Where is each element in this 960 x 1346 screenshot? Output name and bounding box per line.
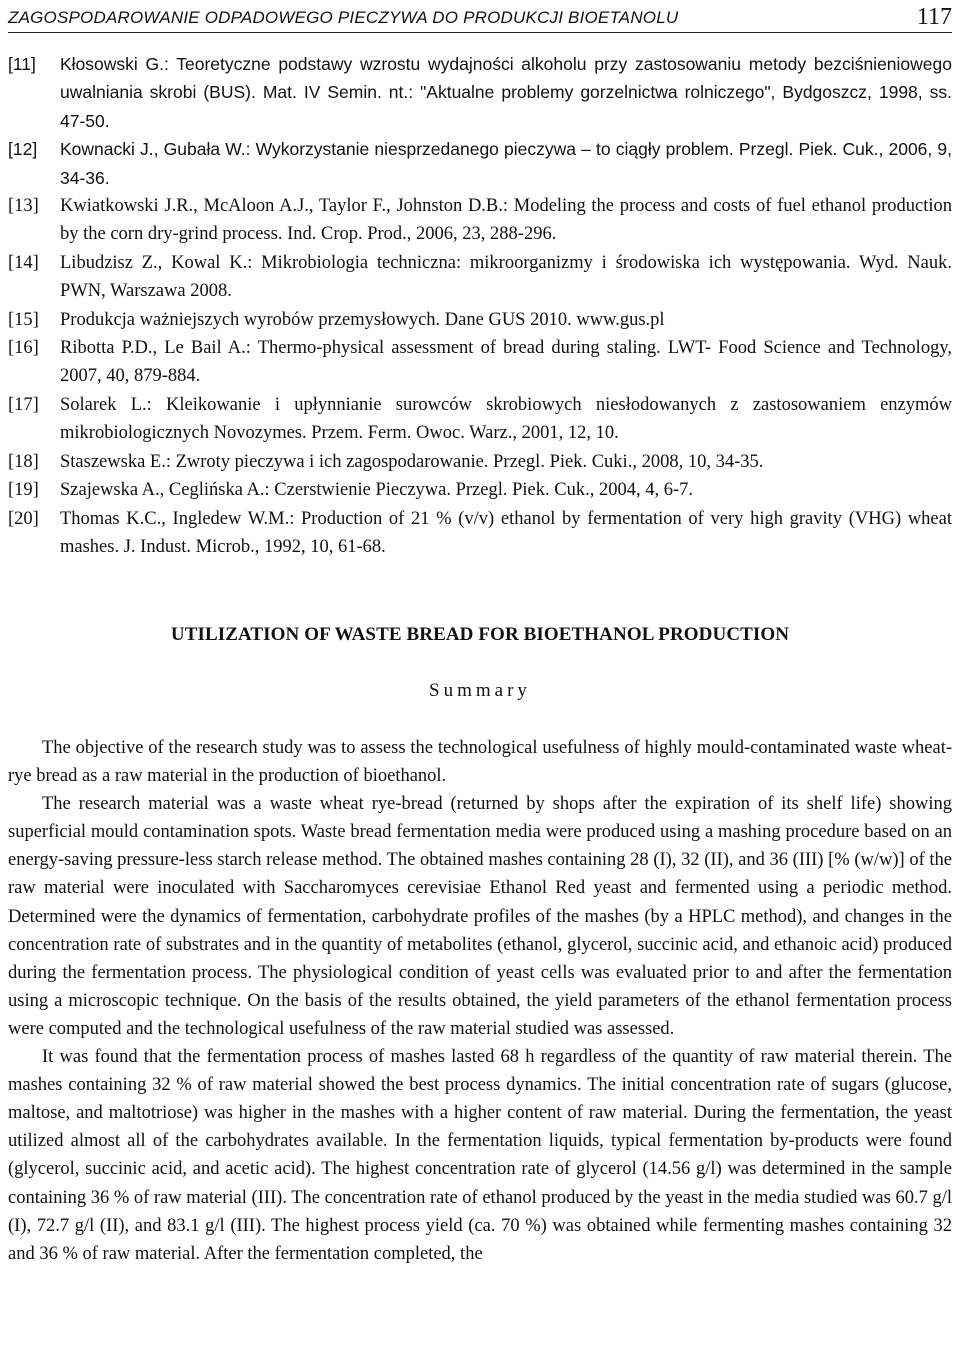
reference-text: Staszewska E.: Zwroty pieczywa i ich zagospodarowanie. Przegl. Piek. Cuki., 2008, 10, 34-35. [60,451,764,472]
reference-number: [14] [8,252,39,273]
reference-number: [19] [8,480,39,501]
page-number: 117 [916,4,952,30]
reference-number: [13] [8,196,39,217]
reference-item [8,505,952,562]
reference-item [8,334,952,391]
reference-text: Ribotta P.D., Le Bail A.: Thermo-physical assessment of bread during staling. LWT- Food Science and Technology, 2007, 40, 879-884. [60,338,952,387]
running-header [8,2,952,33]
reference-item [8,448,952,476]
reference-number: [17] [8,394,39,415]
reference-text: Kłosowski G.: Teoretyczne podstawy wzrostu wydajności alkoholu przy zastosowaniu metody bezciśnieniowego uwalniania skrobi (BUS). Mat. IV Semin. nt.: "Aktualne problemy gorzelnictwa rolniczego", Bydgoszcz, 1998, ss. 47-50. [60,54,952,131]
reference-text: Szajewska A., Ceglińska A.: Czerstwienie Pieczywa. Przegl. Piek. Cuk., 2004, 4, 6-7. [60,480,694,501]
reference-item [8,192,952,249]
reference-text: Thomas K.C., Ingledew W.M.: Production of 21 % (v/v) ethanol by fermentation of very high gravity (VHG) wheat mashes. J. Indust. Microb., 1992, 10, 61-68. [60,508,952,557]
reference-text: Libudzisz Z., Kowal K.: Mikrobiologia techniczna: mikroorganizmy i środowiska ich występowania. Wyd. Nauk. PWN, Warszawa 2008. [60,252,952,302]
reference-item [8,135,952,192]
reference-number: [20] [8,508,39,529]
reference-number: [15] [8,309,39,330]
reference-number: [16] [8,338,39,359]
summary-paragraph: It was found that the fermentation process of mashes lasted 68 h regardless of the quantity of raw material therein. The mashes containing 32 % of raw material showed the best process dynamics. The initial concentration rate of sugars (glucose, maltose, and maltotriose) was higher in the mashes with a higher content of raw material. During the fermentation, the yeast utilized almost all of the carbohydrates available. In the fermentation liquids, typical fermentation by-products were found (glycerol, succinic acid, and acetic acid). The highest concentration rate of glycerol (14.56 g/l) was determined in the sample containing 36 % of raw material (III). The concentration rate of ethanol produced by the yeast in the media studied was 60.7 g/l (I), 72.7 g/l (II), and 83.1 g/l (III). The highest process yield (ca. 70 %) was obtained while fermenting mashes containing 32 and 36 % of raw material. After the fermentation completed, the [8,1047,952,1264]
summary-heading: Summary [429,680,531,701]
reference-list [8,50,952,561]
summary-body [8,734,952,1268]
reference-text: Kwiatkowski J.R., McAloon A.J., Taylor F., Johnston D.B.: Modeling the process and costs of fuel ethanol production by the corn dry-grind process. Ind. Crop. Prod., 2006, 23, 288-296. [60,196,952,245]
reference-item [8,50,952,135]
reference-item [8,476,952,504]
summary-paragraph: The objective of the research study was to assess the technological usefulness of highly mould-contaminated waste wheat-rye bread as a raw material in the production of bioethanol. [8,738,952,787]
reference-number: [12] [8,139,38,160]
reference-text: Kownacki J., Gubała W.: Wykorzystanie niesprzedanego pieczywa – to ciągły problem. Przegl. Piek. Cuk., 2006, 9, 34-36. [60,139,952,188]
reference-number: [18] [8,451,39,472]
reference-text: Produkcja ważniejszych wyrobów przemysłowych. Dane GUS 2010. www.gus.pl [60,309,665,330]
reference-item [8,249,952,306]
reference-number: [11] [8,54,36,74]
reference-item [8,306,952,334]
reference-item [8,391,952,448]
reference-text: Solarek L.: Kleikowanie i upłynnianie surowców skrobiowych niesłodowanych z zastosowaniem enzymów mikrobiologicznych Novozymes. Przem. Ferm. Owoc. Warz., 2001, 12, 10. [60,394,952,444]
running-title: ZAGOSPODAROWANIE ODPADOWEGO PIECZYWA DO PRODUKCJI BIOETANOLU [8,8,679,27]
article-title: UTILIZATION OF WASTE BREAD FOR BIOETHANOL PRODUCTION [170,624,790,645]
summary-paragraph: The research material was a waste wheat rye-bread (returned by shops after the expiration of its shelf life) showing superficial mould contamination spots. Waste bread fermentation media were produced using a mashing procedure based on an energy-saving pressure-less starch release method. The obtained mashes containing 28 (I), 32 (II), and 36 (III) [% (w/w)] of the raw material were inoculated with Saccharomyces cerevisiae Ethanol Red yeast and fermented using a periodic method. Determined were the dynamics of fermentation, carbohydrate profiles of the mashes (by a HPLC method), and changes in the concentration rate of substrates and in the quantity of metabolites (ethanol, glycerol, succinic acid, and ethanoic acid) produced during the fermentation process. The physiological condition of yeast cells was evaluated prior to and after the fermentation using a microscopic technique. On the basis of the results obtained, the yield parameters of the ethanol fermentation process were computed and the technological usefulness of the raw material studied was assessed. [8,794,952,1039]
